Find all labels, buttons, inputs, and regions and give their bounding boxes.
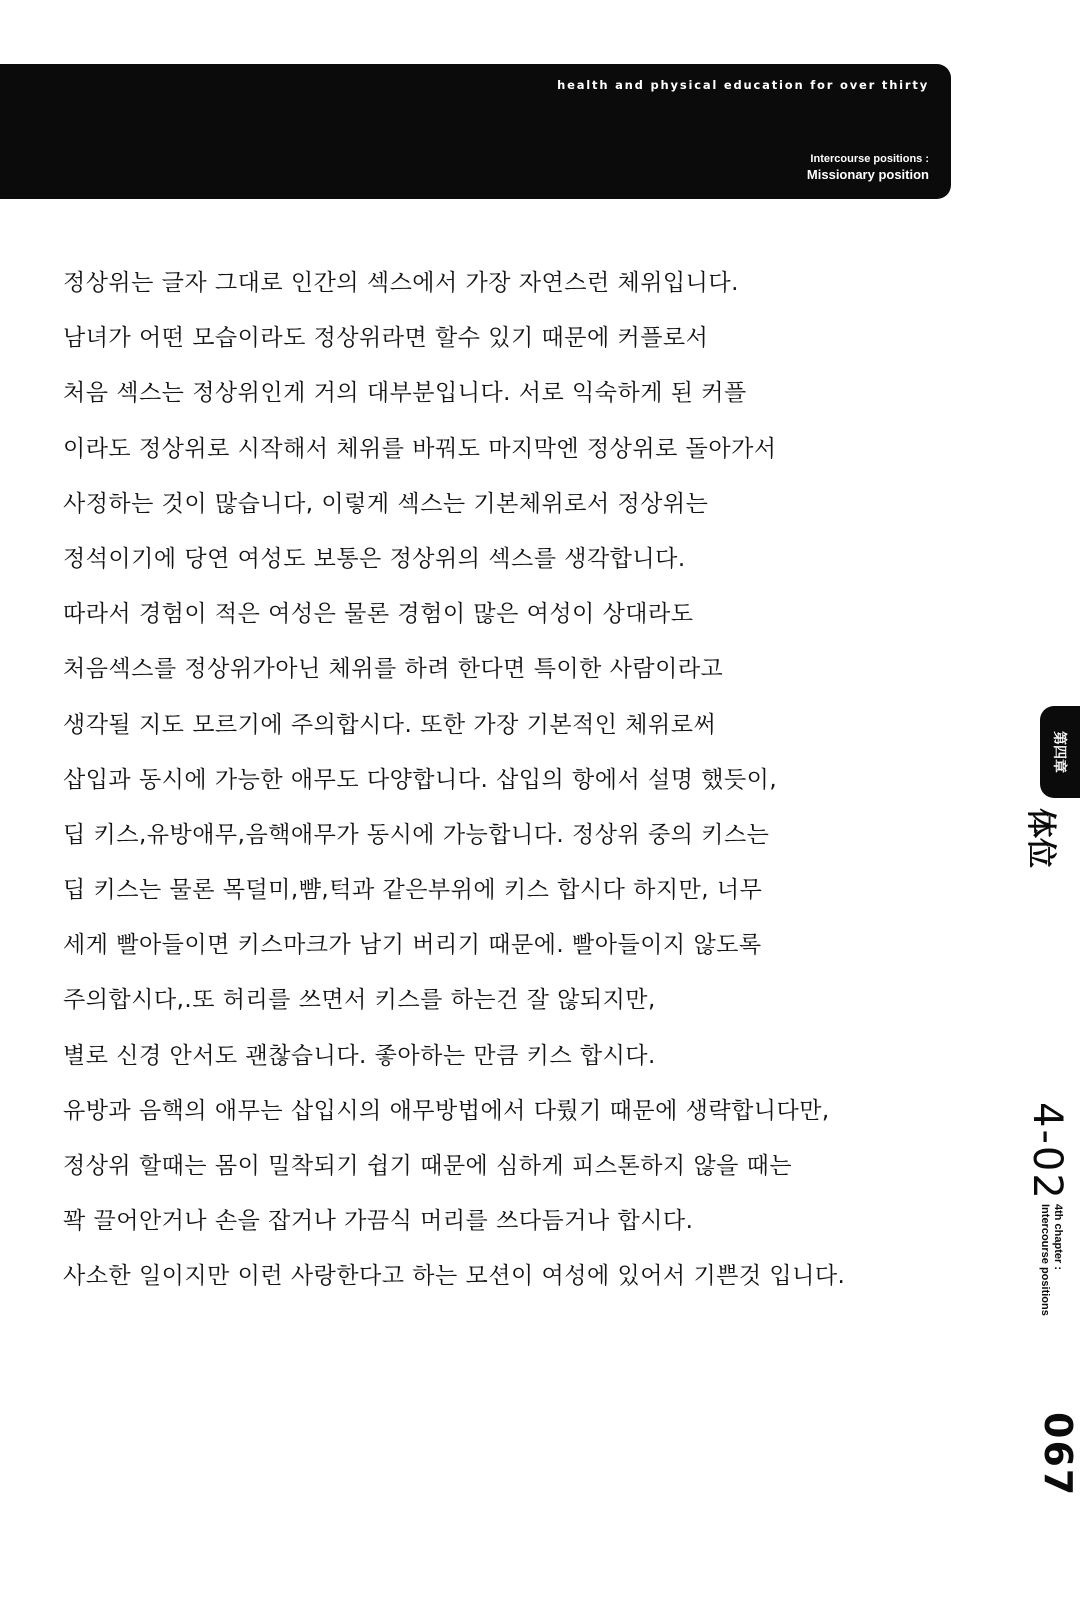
chapter-kanji: 体位 (1023, 808, 1058, 868)
body-line: 정상위는 글자 그대로 인간의 섹스에서 가장 자연스런 체위입니다. (63, 270, 739, 296)
body-line: 사소한 일이지만 이런 사랑한다고 하는 모션이 여성에 있어서 기쁜것 입니다. (63, 1263, 846, 1290)
body-line: 세게 빨아들이면 키스마크가 남기 버리기 때문에. 빨아들이지 않도록 (63, 932, 762, 959)
body-line: 이라도 정상위로 시작해서 체위를 바꿔도 마지막엔 정상위로 돌아가서 (63, 435, 777, 462)
body-text (63, 256, 963, 1305)
body-line: 삽입과 동시에 가능한 애무도 다양합니다. 삽입의 항에서 설명 했듯이, (63, 766, 778, 793)
chapter-label: 4th chapter : (1052, 1204, 1064, 1271)
body-line: 별로 신경 안서도 괜찮습니다. 좋아하는 만큼 키스 합시다. (63, 1042, 656, 1069)
body-line: 처음 섹스는 정상위인게 거의 대부분입니다. 서로 익숙하게 된 커플 (63, 380, 747, 407)
body-line: 꽉 끌어안거나 손을 잡거나 가끔식 머리를 쓰다듬거나 합시다. (63, 1208, 694, 1235)
body-line: 유방과 음핵의 애무는 삽입시의 애무방법에서 다뤘기 때문에 생략합니다만, (63, 1097, 830, 1124)
body-line: 정상위 할때는 몸이 밀착되기 쉽기 때문에 심하게 피스톤하지 않을 때는 (63, 1153, 793, 1179)
header-band (0, 64, 951, 199)
body-line: 처음섹스를 정상위가아닌 체위를 하려 한다면 특이한 사람이라고 (63, 656, 724, 683)
chapter-tab (1040, 706, 1080, 798)
series-title: health and physical education for over thirty (557, 78, 929, 92)
body-line: 정석이기에 당연 여성도 보통은 정상위의 섹스를 생각합니다. (63, 545, 686, 572)
chapter-topic: Intercourse positions (1039, 1204, 1051, 1316)
body-line: 사정하는 것이 많습니다, 이렇게 섹스는 기본체위로서 정상위는 (63, 490, 709, 517)
body-line: 따라서 경험이 적은 여성은 물론 경험이 많은 여성이 상대라도 (63, 601, 694, 628)
section-title (807, 152, 929, 182)
body-line: 딥 키스,유방애무,음핵애무가 동시에 가능합니다. 정상위 중의 키스는 (63, 821, 770, 848)
page-number: 067 (1036, 1412, 1080, 1498)
chapter-subtitle (1038, 1204, 1064, 1316)
section-title-line-2: Missionary position (806, 167, 929, 182)
section-title-line-1: Intercourse positions : (810, 153, 929, 165)
body-line: 딥 키스는 물론 목덜미,뺨,턱과 같은부위에 키스 합시다 하지만, 너무 (63, 877, 763, 904)
body-line: 주의합시다,.또 허리를 쓰면서 키스를 하는건 잘 않되지만, (63, 987, 656, 1014)
chapter-tab-label: 第四章 (1051, 731, 1067, 773)
section-number: 4-02 (1024, 1102, 1070, 1201)
body-line: 남녀가 어떤 모습이라도 정상위라면 할수 있기 때문에 커플로서 (63, 325, 709, 352)
body-line: 생각될 지도 모르기에 주의합시다. 또한 가장 기본적인 체위로써 (63, 711, 717, 738)
